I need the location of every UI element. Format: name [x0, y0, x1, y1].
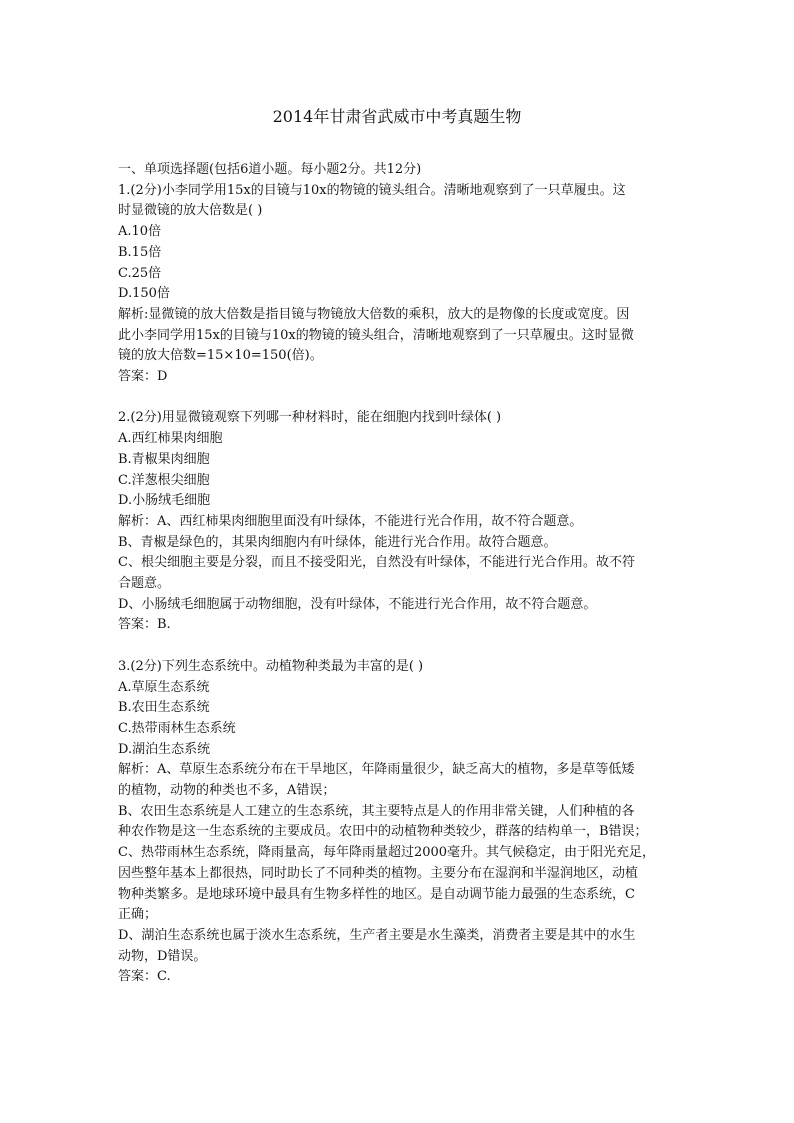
analysis-line: 动物，D错误。	[118, 948, 207, 964]
analysis-line: 种农作物是这一生态系统的主要成员。农田中的动植物种类较少，群落的结构单一，B错误；	[118, 824, 648, 840]
option-a: A.西红柿果肉细胞	[118, 431, 223, 447]
analysis-line: D、小肠绒毛细胞属于动物细胞，没有叶绿体，不能进行光合作用，故不符合题意。	[118, 596, 597, 612]
option-b: B.15倍	[118, 244, 162, 260]
option-c: C.热带雨林生态系统	[118, 720, 236, 736]
analysis-line: 解析:显微镜的放大倍数是指目镜与物镜放大倍数的乘积，放大的是物像的长度或宽度。因	[118, 306, 630, 322]
option-a: A.10倍	[118, 224, 162, 240]
option-d: D.湖泊生态系统	[118, 741, 211, 757]
question-stem-line: 时显微镜的放大倍数是( )	[118, 203, 263, 219]
analysis-line: B、农田生态系统是人工建立的生态系统，其主要特点是人的作用非常关键，人们种植的各	[118, 803, 635, 819]
analysis-line: 物种类繁多。是地球环境中最具有生物多样性的地区。是自动调节能力最强的生态系统，C	[118, 886, 635, 902]
analysis-line: 解析：A、西红柿果肉细胞里面没有叶绿体，不能进行光合作用，故不符合题意。	[118, 513, 583, 529]
analysis-line: 解析：A、草原生态系统分布在干旱地区，年降雨量很少，缺乏高大的植物，多是草等低矮	[118, 762, 635, 778]
spacer	[118, 388, 684, 409]
analysis-line: C、热带雨林生态系统，降雨量高，每年降雨量超过2000毫升。其气候稳定，由于阳光充足，	[118, 845, 656, 861]
question-stem-line: 2.(2分)用显微镜观察下列哪一种材料时，能在细胞内找到叶绿体( )	[118, 410, 502, 426]
question-stem-line: 3.(2分)下列生态系统中。动植物种类最为丰富的是( )	[118, 658, 424, 674]
question-2	[118, 408, 684, 636]
question-1	[118, 181, 684, 388]
question-3	[118, 657, 684, 988]
answer-line: 答案：B.	[118, 617, 171, 633]
analysis-line: 此小李同学用15x的目镜与10x的物镜的镜头组合，清晰地观察到了一只草履虫。这时显微	[118, 327, 634, 343]
option-b: B.农田生态系统	[118, 700, 210, 716]
document-body	[118, 160, 684, 988]
analysis-line: D、湖泊生态系统也属于淡水生态系统，生产者主要是水生藻类，消费者主要是其中的水生	[118, 927, 636, 943]
analysis-line: 正确；	[118, 907, 158, 923]
option-d: D.150倍	[118, 286, 170, 302]
spacer	[118, 636, 684, 657]
answer-line: 答案：D	[118, 369, 168, 385]
option-c: C.洋葱根尖细胞	[118, 472, 210, 488]
analysis-line: C、根尖细胞主要是分裂，而且不接受阳光，自然没有叶绿体，不能进行光合作用。故不符	[118, 555, 635, 571]
option-d: D.小肠绒毛细胞	[118, 493, 211, 509]
question-stem-line: 1.(2分)小李同学用15x的目镜与10x的物镜的镜头组合。清晰地观察到了一只草履虫。这	[118, 182, 626, 198]
analysis-line: 的植物，动物的种类也不多，A错误；	[118, 783, 336, 799]
section-heading: 一、单项选择题(包括6道小题。每小题2分。共12分)	[118, 162, 422, 177]
analysis-line: 合题意。	[118, 576, 171, 592]
option-b: B.青椒果肉细胞	[118, 451, 210, 467]
analysis-line: B、青椒是绿色的，其果肉细胞内有叶绿体，能进行光合作用。故符合题意。	[118, 534, 557, 550]
analysis-line: 镜的放大倍数=15×10=150(倍)。	[118, 348, 323, 364]
option-a: A.草原生态系统	[118, 679, 210, 695]
answer-line: 答案：C.	[118, 969, 171, 985]
page-title: 2014年甘肃省武威市中考真题生物	[272, 107, 522, 126]
option-c: C.25倍	[118, 265, 162, 281]
analysis-line: 因些整年基本上都很热，同时助长了不同种类的植物。主要分布在湿润和半湿润地区，动植	[118, 865, 639, 881]
